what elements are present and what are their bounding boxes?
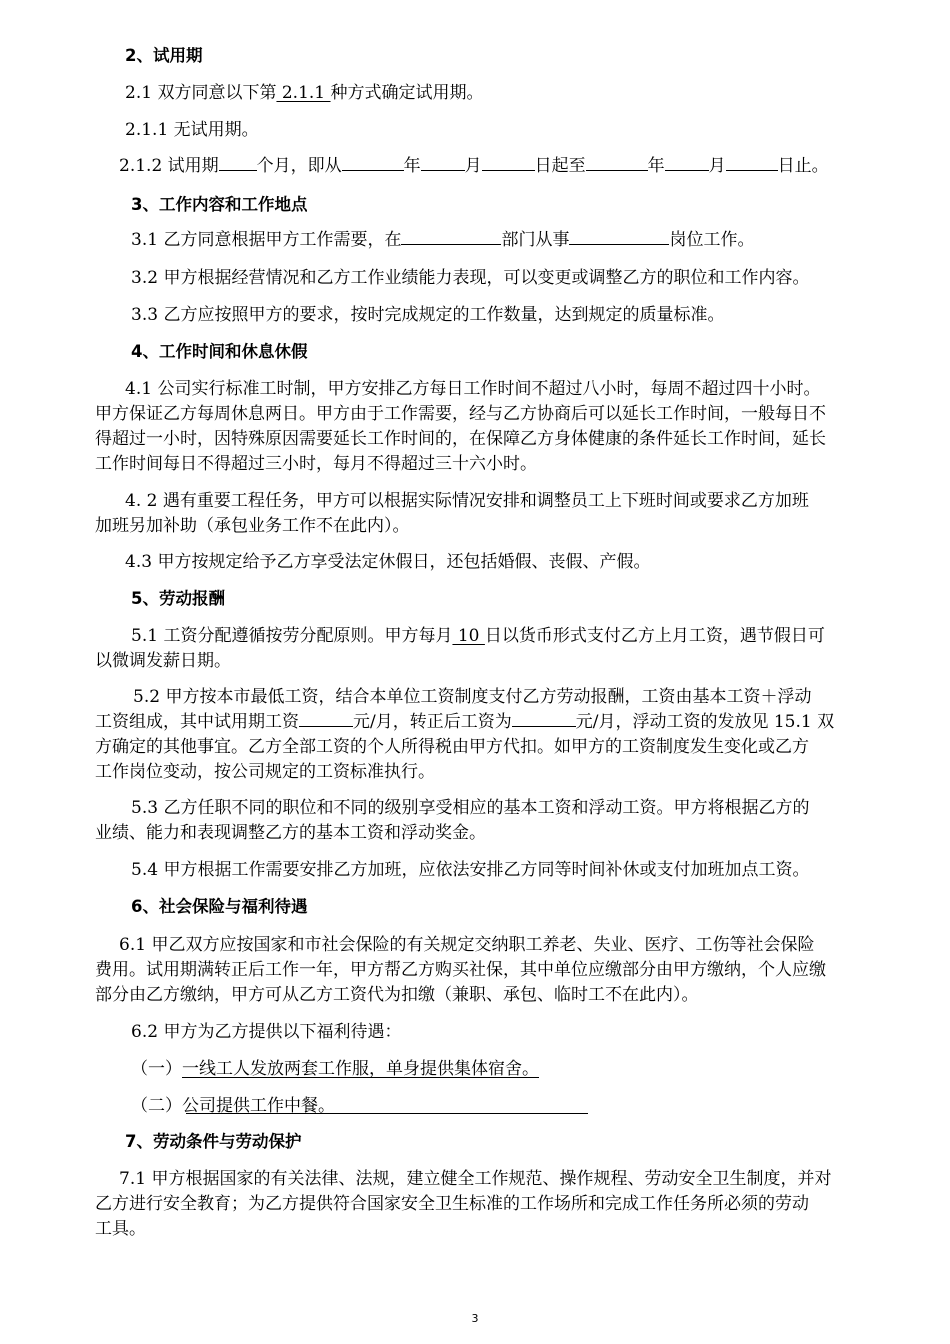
clause-4-1-line: 甲方保证乙方每周休息两日。甲方由于工作需要，经与乙方协商后可以延长工作时间，一般每日不: [95, 404, 826, 424]
clause-4-1-line: 工作时间每日不得超过三小时，每月不得超过三十六小时。: [95, 454, 537, 474]
clause-5-2-line: 工作岗位变动，按公司规定的工资标准执行。: [95, 762, 435, 782]
clause-5-2-text: 工资组成，其中试用期工资: [95, 712, 299, 732]
benefit-item-text: 一线工人发放两套工作服，单身提供集体宿舍。: [182, 1059, 539, 1079]
trial-salary-blank: [299, 711, 353, 727]
clause-6-1-line: 费用。试用期满转正后工作一年，甲方帮乙方购买社保，其中单位应缴部分由甲方缴纳，个人应缴: [95, 960, 826, 980]
clause-7-1-line: 7.1 甲方根据国家的有关法律、法规，建立健全工作规范、操作规程、劳动安全卫生制度，并对: [119, 1169, 832, 1189]
clause-2-1-1: 2.1.1 无试用期。: [125, 120, 259, 140]
clause-6-1-line: 6.1 甲乙双方应按国家和市社会保险的有关规定交纳职工养老、失业、医疗、工伤等社会保险: [119, 935, 815, 955]
benefit-item-number: （二）: [131, 1096, 182, 1116]
section-4-heading: 4、工作时间和休息休假: [131, 342, 308, 361]
end-month-blank: [665, 155, 709, 171]
clause-4-2-line: 4. 2 遇有重要工程任务，甲方可以根据实际情况安排和调整员工上下班时间或要求乙方加班: [125, 491, 809, 511]
section-3-heading: 3、工作内容和工作地点: [131, 195, 308, 214]
section-2-heading: 2、试用期: [125, 46, 203, 65]
payday-value: 10: [452, 626, 485, 646]
clause-3-3: 3.3 乙方应按照甲方的要求，按时完成规定的工作数量，达到规定的质量标准。: [131, 305, 725, 325]
clause-6-1-line: 部分由乙方缴纳，甲方可从乙方工资代为扣缴（兼职、承包、临时工不在此内）。: [95, 985, 699, 1005]
clause-3-1-text: 部门从事: [501, 230, 570, 250]
clause-5-3-line: 5.3 乙方任职不同的职位和不同的级别享受相应的基本工资和浮动工资。甲方将根据乙方的: [131, 798, 810, 818]
clause-3-1-text: 岗位工作。: [669, 230, 755, 250]
clause-3-1-text: 3.1 乙方同意根据甲方工作需要，在: [131, 230, 402, 250]
trial-months-blank: [219, 155, 257, 171]
clause-2-1-2-text: 2.1.2 试用期: [119, 156, 219, 176]
department-blank: [401, 229, 501, 245]
start-year-blank: [342, 155, 404, 171]
clause-5-3-line: 业绩、能力和表现调整乙方的基本工资和浮动奖金。: [95, 823, 486, 843]
clause-5-2-line: [95, 711, 834, 733]
clause-5-2-line: 方确定的其他事宜。乙方全部工资的个人所得税由甲方代扣。如甲方的工资制度发生变化或乙方: [95, 737, 809, 757]
end-day-blank: [726, 155, 778, 171]
clause-5-1-text: 5.1 工资分配遵循按劳分配原则。甲方每月: [131, 626, 453, 646]
trial-method-value: 2.1.1: [276, 83, 331, 103]
clause-6-2: 6.2 甲方为乙方提供以下福利待遇：: [131, 1022, 402, 1042]
page-number: 3: [471, 1312, 479, 1325]
clause-5-2-line: 5.2 甲方按本市最低工资，结合本单位工资制度支付乙方劳动报酬，工资由基本工资＋浮动: [133, 687, 812, 707]
clause-3-1: [131, 229, 754, 251]
clause-2-1-2-text: 月: [708, 156, 726, 176]
benefit-item-text: 公司提供工作中餐。: [182, 1096, 335, 1116]
clause-2-1-2-text: 年: [403, 156, 421, 176]
clause-5-1-line: 以微调发薪日期。: [95, 651, 231, 671]
start-month-blank: [421, 155, 465, 171]
clause-2-1-2-text: 日止。: [777, 156, 829, 176]
clause-2-1-2-text: 日起至: [534, 156, 586, 176]
clause-2-1-2-text: 个月，即从: [256, 156, 342, 176]
clause-4-2-line: 加班另加补助（承包业务工作不在此内）。: [95, 516, 410, 536]
regular-salary-blank: [512, 711, 576, 727]
position-blank: [569, 229, 669, 245]
benefit-item-underline: [186, 1113, 588, 1114]
clause-2-1-text-a: 2.1 双方同意以下第: [125, 83, 277, 103]
clause-5-1-text: 日以货币形式支付乙方上月工资，遇节假日可: [484, 626, 825, 646]
start-day-blank: [482, 155, 535, 171]
clause-4-1-line: 得超过一小时，因特殊原因需要延长工作时间的，在保障乙方身体健康的条件延长工作时间，延长: [95, 429, 826, 449]
section-5-heading: 5、劳动报酬: [131, 589, 225, 608]
clause-2-1: [125, 82, 484, 104]
clause-2-1-2: [119, 155, 829, 177]
clause-5-1-line: [131, 625, 825, 647]
clause-7-1-line: 乙方进行安全教育；为乙方提供符合国家安全卫生标准的工作场所和完成工作任务所必须的劳动: [95, 1194, 809, 1214]
clause-7-1-line: 工具。: [95, 1219, 146, 1239]
clause-3-2: 3.2 甲方根据经营情况和乙方工作业绩能力表现，可以变更或调整乙方的职位和工作内容。: [131, 268, 810, 288]
clause-2-1-text-b: 种方式确定试用期。: [330, 83, 484, 103]
clause-5-4: 5.4 甲方根据工作需要安排乙方加班，应依法安排乙方同等时间补休或支付加班加点工资。: [131, 860, 810, 880]
clause-4-3: 4.3 甲方按规定给予乙方享受法定休假日，还包括婚假、丧假、产假。: [125, 552, 651, 572]
clause-4-1-line: 4.1 公司实行标准工时制，甲方安排乙方每日工作时间不超过八小时，每周不超过四十小时。: [125, 379, 821, 399]
section-6-heading: 6、社会保险与福利待遇: [131, 897, 308, 916]
end-year-blank: [586, 155, 648, 171]
clause-5-2-text: 元/月，浮动工资的发放见 15.1 双: [575, 712, 835, 732]
benefit-item: [131, 1058, 582, 1080]
clause-2-1-2-text: 年: [647, 156, 665, 176]
clause-2-1-2-text: 月: [464, 156, 482, 176]
benefit-item-number: （一）: [131, 1059, 182, 1079]
clause-5-2-text: 元/月，转正后工资为: [353, 712, 512, 732]
section-7-heading: 7、劳动条件与劳动保护: [125, 1132, 302, 1151]
